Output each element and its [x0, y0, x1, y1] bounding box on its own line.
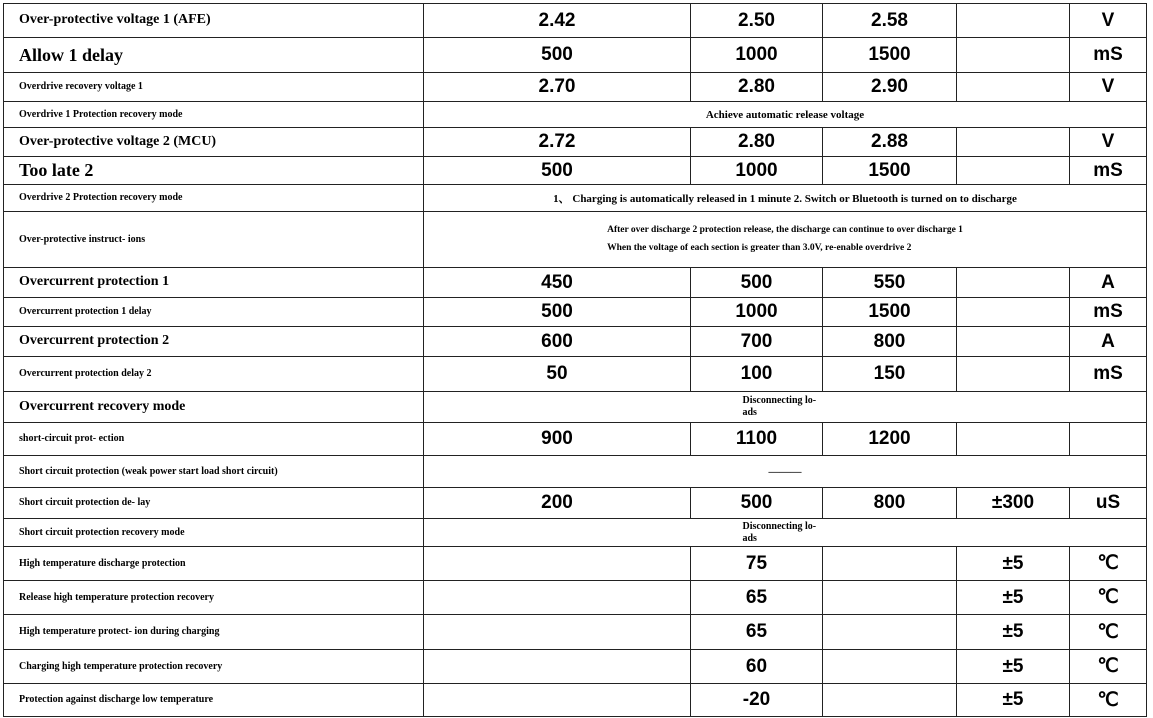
instruction-line: After over discharge 2 protection release, the discharge can continue to over discharge 1: [607, 225, 963, 236]
unit: ℃: [1070, 547, 1147, 581]
max-value: 800: [823, 488, 957, 519]
parameter-label-text: High temperature discharge protection: [19, 557, 186, 569]
spec-table: [3, 3, 1147, 717]
min-value: 500: [424, 157, 691, 185]
min-value: 2.70: [424, 73, 691, 102]
tolerance-value: [957, 128, 1070, 157]
parameter-label-text: Overcurrent protection delay 2: [19, 368, 152, 379]
parameter-label-text: Overdrive 2 Protection recovery mode: [19, 192, 183, 204]
typical-value: 1100: [691, 423, 823, 456]
table-row: [4, 488, 1147, 519]
parameter-label-text: Protection against discharge low temperature: [19, 694, 214, 706]
parameter-label-text: Overdrive recovery voltage 1: [19, 81, 143, 93]
max-value: 1500: [823, 38, 957, 73]
table-row: [4, 128, 1147, 157]
typical-value: 2.80: [691, 73, 823, 102]
unit: mS: [1070, 298, 1147, 327]
parameter-label-text: Charging high temperature protection recovery: [19, 660, 223, 672]
unit: A: [1070, 327, 1147, 357]
typical-value: 1000: [691, 38, 823, 73]
tolerance-value: [957, 157, 1070, 185]
typical-value: 700: [691, 327, 823, 357]
parameter-label: [4, 357, 424, 392]
table-row: [4, 423, 1147, 456]
parameter-label-text: Overcurrent protection 1 delay: [19, 306, 152, 318]
parameter-label-text: Too late 2: [19, 160, 94, 181]
parameter-label-text: Overcurrent protection 2: [19, 333, 170, 349]
merged-value-text: Disconnecting lo- ads: [742, 520, 817, 544]
parameter-label-text: Over-protective instruct- ions: [19, 233, 146, 245]
tolerance-value: ±300: [957, 488, 1070, 519]
parameter-label-text: Allow 1 delay: [19, 44, 124, 65]
min-value: [424, 684, 691, 717]
table-row: [4, 4, 1147, 38]
unit: ℃: [1070, 650, 1147, 684]
max-value: [823, 650, 957, 684]
tolerance-value: ±5: [957, 650, 1070, 684]
parameter-label-text: short-circuit prot- ection: [19, 433, 125, 444]
tolerance-value: [957, 423, 1070, 456]
typical-value: 100: [691, 357, 823, 392]
parameter-label: [4, 547, 424, 581]
merged-value-cell: [424, 102, 1147, 128]
parameter-label: [4, 4, 424, 38]
typical-value: 500: [691, 488, 823, 519]
typical-value: 500: [691, 268, 823, 298]
parameter-label: [4, 73, 424, 102]
tolerance-value: [957, 357, 1070, 392]
min-value: 2.42: [424, 4, 691, 38]
max-value: 1500: [823, 157, 957, 185]
table-row: [4, 519, 1147, 547]
max-value: 150: [823, 357, 957, 392]
tolerance-value: ±5: [957, 547, 1070, 581]
max-value: [823, 684, 957, 717]
unit: ℃: [1070, 581, 1147, 615]
parameter-label: [4, 327, 424, 357]
unit: ℃: [1070, 615, 1147, 650]
unit: uS: [1070, 488, 1147, 519]
table-row: [4, 212, 1147, 268]
unit: V: [1070, 73, 1147, 102]
min-value: 2.72: [424, 128, 691, 157]
unit: ℃: [1070, 684, 1147, 717]
min-value: 900: [424, 423, 691, 456]
typical-value: 1000: [691, 157, 823, 185]
table-row: [4, 157, 1147, 185]
merged-value-cell: [424, 392, 1147, 423]
table-row: [4, 456, 1147, 488]
table-row: [4, 581, 1147, 615]
tolerance-value: [957, 38, 1070, 73]
max-value: [823, 581, 957, 615]
typical-value: 65: [691, 581, 823, 615]
max-value: [823, 547, 957, 581]
parameter-label: [4, 38, 424, 73]
typical-value: 2.50: [691, 4, 823, 38]
parameter-label: [4, 456, 424, 488]
tolerance-value: [957, 268, 1070, 298]
min-value: 600: [424, 327, 691, 357]
parameter-label-text: High temperature protect- ion during charging: [19, 626, 220, 638]
table-row: [4, 327, 1147, 357]
unit: [1070, 423, 1147, 456]
table-row: [4, 357, 1147, 392]
max-value: [823, 615, 957, 650]
table-row: [4, 185, 1147, 212]
min-value: [424, 581, 691, 615]
parameter-label: [4, 268, 424, 298]
min-value: 450: [424, 268, 691, 298]
min-value: 50: [424, 357, 691, 392]
typical-value: -20: [691, 684, 823, 717]
merged-value-cell: [424, 185, 1147, 212]
min-value: 200: [424, 488, 691, 519]
max-value: 2.58: [823, 4, 957, 38]
parameter-label-text: Overcurrent protection 1: [19, 274, 170, 290]
max-value: 2.88: [823, 128, 957, 157]
min-value: [424, 650, 691, 684]
merged-value-text: ———: [768, 465, 802, 478]
max-value: 550: [823, 268, 957, 298]
parameter-label: [4, 519, 424, 547]
max-value: 1200: [823, 423, 957, 456]
parameter-label: [4, 392, 424, 423]
typical-value: 60: [691, 650, 823, 684]
instructions-cell: [424, 212, 1147, 268]
parameter-label-text: Over-protective voltage 1 (AFE): [19, 12, 211, 28]
parameter-label: [4, 615, 424, 650]
max-value: 800: [823, 327, 957, 357]
tolerance-value: [957, 327, 1070, 357]
table-row: [4, 392, 1147, 423]
min-value: 500: [424, 38, 691, 73]
merged-value-text: Achieve automatic release voltage: [705, 108, 865, 121]
parameter-label: [4, 185, 424, 212]
tolerance-value: ±5: [957, 615, 1070, 650]
min-value: [424, 547, 691, 581]
unit: V: [1070, 4, 1147, 38]
table-row: [4, 102, 1147, 128]
unit: mS: [1070, 157, 1147, 185]
unit: A: [1070, 268, 1147, 298]
parameter-label: [4, 684, 424, 717]
parameter-label: [4, 102, 424, 128]
parameter-label: [4, 212, 424, 268]
table-row: [4, 268, 1147, 298]
typical-value: 65: [691, 615, 823, 650]
table-row: [4, 38, 1147, 73]
parameter-label: [4, 157, 424, 185]
table-row: [4, 298, 1147, 327]
typical-value: 1000: [691, 298, 823, 327]
min-value: [424, 615, 691, 650]
parameter-label-text: Release high temperature protection recovery: [19, 591, 214, 603]
parameter-label: [4, 650, 424, 684]
merged-value-text: Disconnecting lo- ads: [742, 395, 817, 418]
min-value: 500: [424, 298, 691, 327]
instruction-line: When the voltage of each section is greater than 3.0V, re-enable overdrive 2: [607, 242, 912, 253]
table-row: [4, 615, 1147, 650]
table-row: [4, 650, 1147, 684]
unit: V: [1070, 128, 1147, 157]
merged-value-text: 1、 Charging is automatically released in 1 minute 2. Switch or Bluetooth is turned on to discharge: [553, 193, 1017, 205]
tolerance-value: [957, 298, 1070, 327]
typical-value: 2.80: [691, 128, 823, 157]
unit: mS: [1070, 357, 1147, 392]
parameter-label: [4, 423, 424, 456]
table-row: [4, 547, 1147, 581]
typical-value: 75: [691, 547, 823, 581]
parameter-label: [4, 488, 424, 519]
parameter-label-text: Overcurrent recovery mode: [19, 398, 186, 414]
table-row: [4, 684, 1147, 717]
parameter-label-text: Short circuit protection (weak power start load short circuit): [19, 465, 278, 477]
merged-value-cell: [424, 519, 1147, 547]
table-row: [4, 73, 1147, 102]
parameter-label-text: Short circuit protection recovery mode: [19, 526, 185, 538]
parameter-label-text: Overdrive 1 Protection recovery mode: [19, 108, 183, 120]
max-value: 1500: [823, 298, 957, 327]
parameter-label: [4, 128, 424, 157]
unit: mS: [1070, 38, 1147, 73]
tolerance-value: [957, 73, 1070, 102]
parameter-label-text: Over-protective voltage 2 (MCU): [19, 133, 217, 149]
merged-value-cell: [424, 456, 1147, 488]
tolerance-value: [957, 4, 1070, 38]
parameter-label: [4, 298, 424, 327]
tolerance-value: ±5: [957, 684, 1070, 717]
max-value: 2.90: [823, 73, 957, 102]
tolerance-value: ±5: [957, 581, 1070, 615]
parameter-label-text: Short circuit protection de- lay: [19, 497, 151, 508]
parameter-label: [4, 581, 424, 615]
